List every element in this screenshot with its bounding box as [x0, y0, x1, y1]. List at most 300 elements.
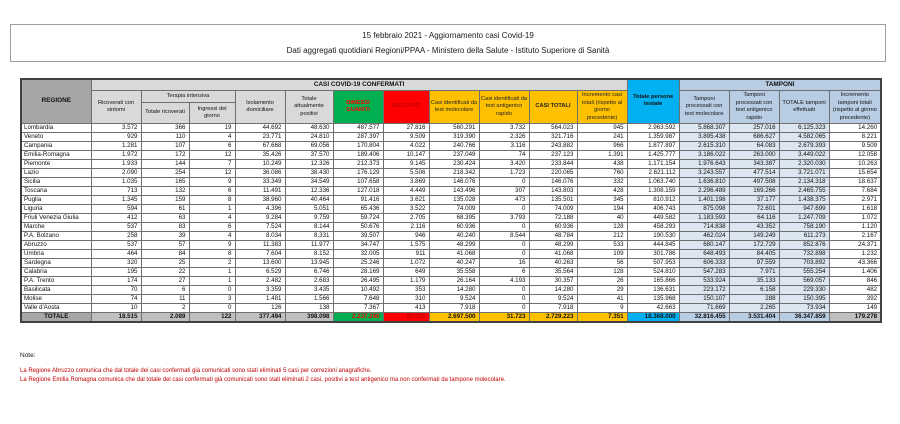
column-header-ingressi-giorno: Ingressi del giorno [189, 103, 235, 124]
table-cell: 18.637 [829, 177, 881, 186]
table-cell: 406.743 [627, 204, 679, 213]
table-cell: 477.514 [729, 168, 779, 177]
table-cell: 7.648 [333, 294, 383, 303]
table-cell: 2.971 [829, 195, 881, 204]
table-cell: 27.816 [383, 123, 429, 132]
table-cell: 1.072 [383, 258, 429, 267]
table-cell: 257.016 [729, 123, 779, 132]
note-item: La Regione Abruzzo comunica che dal totale dei casi confermati già comunicati sono stati eliminati 5 casi per correzioni anagrafiche. [20, 368, 372, 374]
table-cell: 1 [189, 267, 235, 276]
table-cell: 3.721.071 [779, 168, 829, 177]
table-cell: 143.496 [429, 186, 479, 195]
table-cell: 13.945 [285, 258, 333, 267]
table-cell: 68.395 [429, 213, 479, 222]
region-label: Emilia-Romagna [21, 150, 91, 159]
table-cell: 9.524 [529, 294, 577, 303]
table-cell: 6.158 [729, 285, 779, 294]
table-cell: 343.387 [729, 159, 779, 168]
totale-cell: 398.098 [285, 312, 333, 322]
table-cell: 4 [189, 213, 235, 222]
table-cell: 1.120 [829, 222, 881, 231]
table-cell: 42.663 [627, 303, 679, 312]
table-cell: 41.068 [429, 249, 479, 258]
table-cell: 33.349 [235, 177, 285, 186]
table-cell: 189.406 [333, 150, 383, 159]
table-cell: 0 [479, 303, 529, 312]
table-cell: 50.676 [333, 222, 383, 231]
table-cell: 287.397 [333, 132, 383, 141]
table-cell: 16 [479, 258, 529, 267]
column-header-deceduti: DECEDUTI [383, 91, 429, 124]
table-cell: 83 [141, 222, 189, 231]
table-cell: 1.566 [285, 294, 333, 303]
table-cell: 3.420 [479, 159, 529, 168]
table-cell: 10 [91, 303, 141, 312]
table-cell: 846 [829, 276, 881, 285]
table-cell: 4.582.065 [779, 132, 829, 141]
table-cell: 8.144 [285, 222, 333, 231]
table-row [21, 294, 881, 303]
table-cell: 159 [141, 195, 189, 204]
table-cell: 0 [189, 303, 235, 312]
table-cell: 59.724 [333, 213, 383, 222]
table-cell: 1.247.709 [779, 213, 829, 222]
table-cell: 74.009 [429, 204, 479, 213]
table-cell: 2.090 [91, 168, 141, 177]
table-cell: 569.057 [779, 276, 829, 285]
table-cell: 172 [141, 150, 189, 159]
table-cell: 48.299 [429, 240, 479, 249]
column-header-incremento-casi: Incremento casi totali (rispetto al giorno precedente) [577, 91, 627, 124]
table-cell: 524.810 [627, 267, 679, 276]
table-cell: 8.331 [285, 231, 333, 240]
table-cell: 254 [141, 168, 189, 177]
table-cell: 1.171.154 [627, 159, 679, 168]
table-cell: 109 [577, 249, 627, 258]
table-cell: 7 [189, 159, 235, 168]
table-cell: 555.254 [779, 267, 829, 276]
table-cell: 128 [577, 222, 627, 231]
table-cell: 1.438.375 [779, 195, 829, 204]
table-cell: 220.065 [529, 168, 577, 177]
table-cell: 258 [91, 231, 141, 240]
table-cell: 648.493 [679, 249, 729, 258]
table-cell: 22 [141, 267, 189, 276]
table-cell: 966 [577, 141, 627, 150]
table-cell: 149 [829, 303, 881, 312]
table-cell: 165 [141, 177, 189, 186]
table-cell: 732.898 [779, 249, 829, 258]
table-cell: 758.190 [779, 222, 829, 231]
table-cell: 497.508 [729, 177, 779, 186]
table-cell: 6.746 [285, 267, 333, 276]
table-cell: 413 [383, 303, 429, 312]
table-cell: 27 [141, 276, 189, 285]
region-label: Calabria [21, 267, 91, 276]
totale-cell: 3.531.404 [729, 312, 779, 322]
table-cell: 3 [189, 294, 235, 303]
table-cell: 4 [189, 231, 235, 240]
bulletin-title: 15 febbraio 2021 - Aggiornamento casi Covid-19 [362, 31, 534, 40]
table-cell: 2.116 [383, 222, 429, 231]
table-cell: 41.068 [529, 249, 577, 258]
table-cell: 8 [189, 195, 235, 204]
table-cell: 241 [577, 132, 627, 141]
region-label: P.A. Bolzano [21, 231, 91, 240]
table-cell: 48.299 [529, 240, 577, 249]
table-cell: 32.005 [333, 249, 383, 258]
region-label: Marche [21, 222, 91, 231]
table-cell: 9 [577, 303, 627, 312]
table-cell: 74 [91, 294, 141, 303]
totale-cell: 93.835 [383, 312, 429, 322]
table-cell: 3.621 [383, 195, 429, 204]
region-label: Valle d'Aosta [21, 303, 91, 312]
totale-cell: 2.237.290 [333, 312, 383, 322]
table-cell: 2.621.112 [627, 168, 679, 177]
table-cell: 5.868.307 [679, 123, 729, 132]
table-cell: 1.345 [91, 195, 141, 204]
table-cell: 560.291 [429, 123, 479, 132]
totale-cell: 2.697.500 [429, 312, 479, 322]
table-cell: 2.963.592 [627, 123, 679, 132]
notes-section [20, 352, 880, 386]
table-cell: 533 [577, 240, 627, 249]
table-cell: 1.183.593 [679, 213, 729, 222]
table-cell: 64.116 [729, 213, 779, 222]
table-cell: 150.395 [779, 294, 829, 303]
table-cell: 240.766 [429, 141, 479, 150]
region-label: Veneto [21, 132, 91, 141]
totale-cell: 2.089 [141, 312, 189, 322]
table-cell: 74 [479, 150, 529, 159]
table-cell: 7.684 [829, 186, 881, 195]
table-cell: 7.367 [333, 303, 383, 312]
band-tamponi: TAMPONI [679, 79, 881, 91]
table-cell: 243.882 [529, 141, 577, 150]
table-cell: 3.793 [479, 213, 529, 222]
band-casi-confermati: CASI COVID-19 CONFERMATI [91, 79, 627, 91]
table-cell: 6.125.323 [779, 123, 829, 132]
table-cell: 190.530 [627, 231, 679, 240]
table-cell: 0 [479, 222, 529, 231]
table-cell: 7.918 [429, 303, 479, 312]
table-cell: 0 [189, 285, 235, 294]
table-cell: 713 [91, 186, 141, 195]
table-cell: 9.759 [285, 213, 333, 222]
table-cell: 71.669 [679, 303, 729, 312]
table-cell: 4.193 [479, 276, 529, 285]
table-cell: 2.465.755 [779, 186, 829, 195]
table-cell: 10.249 [235, 159, 285, 168]
region-label: Puglia [21, 195, 91, 204]
table-cell: 14.260 [829, 123, 881, 132]
table-cell: 9 [189, 177, 235, 186]
table-cell: 310 [383, 294, 429, 303]
table-cell: 43.366 [829, 258, 881, 267]
table-cell: 61 [141, 204, 189, 213]
totale-cell: 18.515 [91, 312, 141, 322]
table-cell: 9 [189, 240, 235, 249]
totale-cell: 36.347.859 [779, 312, 829, 322]
table-cell: 2.296.489 [679, 186, 729, 195]
table-cell: 564.023 [529, 123, 577, 132]
table-cell: 946 [383, 231, 429, 240]
table-cell: 3.449.022 [779, 150, 829, 159]
table-cell: 686.627 [729, 132, 779, 141]
table-cell: 9.509 [383, 132, 429, 141]
notes-title: Note: [20, 352, 36, 359]
table-cell: 5.506 [383, 168, 429, 177]
table-cell: 8.544 [479, 231, 529, 240]
table-cell: 288 [729, 294, 779, 303]
table-cell: 26 [577, 276, 627, 285]
table-cell: 146.076 [429, 177, 479, 186]
table-cell: 2.705 [383, 213, 429, 222]
table-cell: 1.425.777 [627, 150, 679, 159]
table-cell: 8 [189, 249, 235, 258]
table-cell: 929 [91, 132, 141, 141]
table-cell: 1.401.198 [679, 195, 729, 204]
table-cell: 38.430 [285, 168, 333, 177]
region-label: Basilicata [21, 285, 91, 294]
table-cell: 9.284 [235, 213, 285, 222]
table-cell: 507.953 [627, 258, 679, 267]
table-cell: 2.482 [235, 276, 285, 285]
table-cell: 132 [141, 186, 189, 195]
table-cell: 412 [91, 213, 141, 222]
table-row [21, 186, 881, 195]
table-cell: 174 [91, 276, 141, 285]
table-cell: 165.866 [627, 276, 679, 285]
totale-cell: 32.816.455 [679, 312, 729, 322]
table-cell: 39 [141, 231, 189, 240]
table-cell: 3.572 [91, 123, 141, 132]
table-cell: 39.507 [333, 231, 383, 240]
table-cell: 24.810 [285, 132, 333, 141]
table-cell: 2.326 [479, 132, 529, 141]
table-cell: 2.265 [729, 303, 779, 312]
table-body [21, 123, 881, 312]
table-cell: 4 [189, 132, 235, 141]
table-cell: 1.063.740 [627, 177, 679, 186]
table-cell: 212.373 [333, 159, 383, 168]
table-cell: 48.784 [529, 231, 577, 240]
table-row [21, 195, 881, 204]
table-cell: 107.658 [333, 177, 383, 186]
table-cell: 146.076 [529, 177, 577, 186]
table-cell: 473 [479, 195, 529, 204]
table-cell: 1.972 [91, 150, 141, 159]
table-cell: 5.051 [285, 204, 333, 213]
table-cell: 56 [577, 258, 627, 267]
table-cell: 194 [577, 204, 627, 213]
table-cell: 1.281 [91, 141, 141, 150]
table-row [21, 276, 881, 285]
table-cell: 0 [479, 294, 529, 303]
table-cell: 594 [91, 204, 141, 213]
totale-label: TOTALE [21, 312, 91, 322]
table-row [21, 204, 881, 213]
table-cell: 218.342 [429, 168, 479, 177]
table-cell: 172.729 [729, 240, 779, 249]
table-cell: 149.249 [729, 231, 779, 240]
table-cell: 449.582 [627, 213, 679, 222]
table-cell: 2 [189, 258, 235, 267]
table-cell: 67.668 [235, 141, 285, 150]
table-cell: 34.549 [285, 177, 333, 186]
column-header-tamponi-antigenico: Tamponi processati con test antigenico rapido [729, 91, 779, 124]
table-cell: 72.601 [729, 204, 779, 213]
table-row [21, 213, 881, 222]
region-label: Lombardia [21, 123, 91, 132]
table-cell: 8.152 [285, 249, 333, 258]
table-cell: 547.283 [679, 267, 729, 276]
table-cell: 353 [383, 285, 429, 294]
covid-data-table [20, 78, 882, 323]
table-cell: 7.604 [235, 249, 285, 258]
table-cell: 945 [577, 123, 627, 132]
table-row [21, 168, 881, 177]
table-cell: 464 [91, 249, 141, 258]
table-cell: 2 [141, 303, 189, 312]
table-row [21, 222, 881, 231]
column-header-totale-tamponi: TOTALE tamponi effettuati [779, 91, 829, 124]
table-cell: 1.976.643 [679, 159, 729, 168]
table-cell: 1.618 [829, 204, 881, 213]
table-cell: 13.600 [235, 258, 285, 267]
table-cell: 6 [189, 222, 235, 231]
table-cell: 38.960 [235, 195, 285, 204]
table-cell: 237.123 [529, 150, 577, 159]
table-cell: 366 [141, 123, 189, 132]
table-cell: 321.716 [529, 132, 577, 141]
table-cell: 0 [479, 177, 529, 186]
table-cell: 223.172 [679, 285, 729, 294]
table-cell: 35.426 [235, 150, 285, 159]
table-cell: 10.492 [333, 285, 383, 294]
table-cell: 0 [479, 285, 529, 294]
table-cell: 150.107 [679, 294, 729, 303]
table-row [21, 150, 881, 159]
table-cell: 4.022 [383, 141, 429, 150]
table-cell: 43.352 [729, 222, 779, 231]
table-cell: 2.167 [829, 231, 881, 240]
table-cell: 1 [189, 276, 235, 285]
table-cell: 40.464 [285, 195, 333, 204]
region-label: Campania [21, 141, 91, 150]
table-cell: 74.009 [529, 204, 577, 213]
table-cell: 7.524 [235, 222, 285, 231]
table-cell: 127.018 [333, 186, 383, 195]
table-cell: 611.273 [779, 231, 829, 240]
table-cell: 25.246 [333, 258, 383, 267]
table-cell: 8.221 [829, 132, 881, 141]
table-cell: 537 [91, 240, 141, 249]
table-cell: 29 [577, 285, 627, 294]
region-label: Toscana [21, 186, 91, 195]
table-cell: 875.098 [679, 204, 729, 213]
table-cell: 65.436 [333, 204, 383, 213]
column-header-persone-testate: Totale persone testate [627, 79, 679, 123]
column-header-incremento-tamponi: Incremento tamponi totali (rispetto al giorno precedente) [829, 91, 881, 124]
note-item: La Regione Emilia Romagna comunica che dal totale dei casi confermati già comunicati sono stati eliminati 2 casi, positivi a test antigenico ma non confermati da tampone molecolare. [20, 377, 506, 384]
region-label: Piemonte [21, 159, 91, 168]
table-row [21, 132, 881, 141]
table-cell: 7.971 [729, 267, 779, 276]
bulletin-subtitle: Dati aggregati quotidiani Regioni/PPAA - Ministero della Salute - Istituto Superiore di Sanità [286, 46, 610, 55]
table-cell: 3.359 [235, 285, 285, 294]
column-header-casi-totali: CASI TOTALI [529, 91, 577, 124]
table-cell: 1.072 [829, 213, 881, 222]
table-row [21, 159, 881, 168]
table-cell: 107 [141, 141, 189, 150]
table-cell: 947.699 [779, 204, 829, 213]
table-row [21, 231, 881, 240]
table-cell: 911 [383, 249, 429, 258]
table-cell: 0 [479, 249, 529, 258]
table-cell: 1.481 [235, 294, 285, 303]
table-cell: 176.129 [333, 168, 383, 177]
table-cell: 6 [189, 186, 235, 195]
table-cell: 12 [189, 168, 235, 177]
table-cell: 237.049 [429, 150, 479, 159]
table-cell: 48.630 [285, 123, 333, 132]
table-cell: 126 [235, 303, 285, 312]
table-cell: 35.558 [429, 267, 479, 276]
table-cell: 6 [479, 267, 529, 276]
region-label: Umbria [21, 249, 91, 258]
table-cell: 34.747 [333, 240, 383, 249]
table-cell: 14.280 [529, 285, 577, 294]
table-cell: 24.371 [829, 240, 881, 249]
table-cell: 138 [285, 303, 333, 312]
band-terapia-intensiva: Terapia intensiva [141, 91, 235, 103]
table-cell: 10.263 [829, 159, 881, 168]
table-row [21, 303, 881, 312]
table-cell: 9.524 [429, 294, 479, 303]
region-label: Sardegna [21, 258, 91, 267]
table-cell: 2.679.393 [779, 141, 829, 150]
table-cell: 135.028 [429, 195, 479, 204]
table-cell: 1.359.987 [627, 132, 679, 141]
table-cell: 26.495 [333, 276, 383, 285]
table-footer [21, 312, 881, 322]
table-cell: 26.164 [429, 276, 479, 285]
table-cell: 3.116 [479, 141, 529, 150]
table-cell: 458.293 [627, 222, 679, 231]
table-cell: 136.631 [627, 285, 679, 294]
region-label: Sicilia [21, 177, 91, 186]
totale-cell: 179.278 [829, 312, 881, 322]
table-cell: 320 [91, 258, 141, 267]
table-cell: 649 [383, 267, 429, 276]
table-cell: 9.509 [829, 141, 881, 150]
table-cell: 4.396 [235, 204, 285, 213]
table-cell: 110 [141, 132, 189, 141]
table-cell: 1.877.897 [627, 141, 679, 150]
table-cell: 30.357 [529, 276, 577, 285]
table-cell: 3.869 [383, 177, 429, 186]
table-cell: 212 [577, 231, 627, 240]
table-row [21, 123, 881, 132]
table-header [21, 79, 881, 123]
table-cell: 60.936 [529, 222, 577, 231]
table-cell: 1.723 [479, 168, 529, 177]
table-cell: 319.390 [429, 132, 479, 141]
column-header-casi-antigenico: Casi identificati da test antigenico rapido [479, 91, 529, 124]
totale-cell: 31.723 [479, 312, 529, 322]
